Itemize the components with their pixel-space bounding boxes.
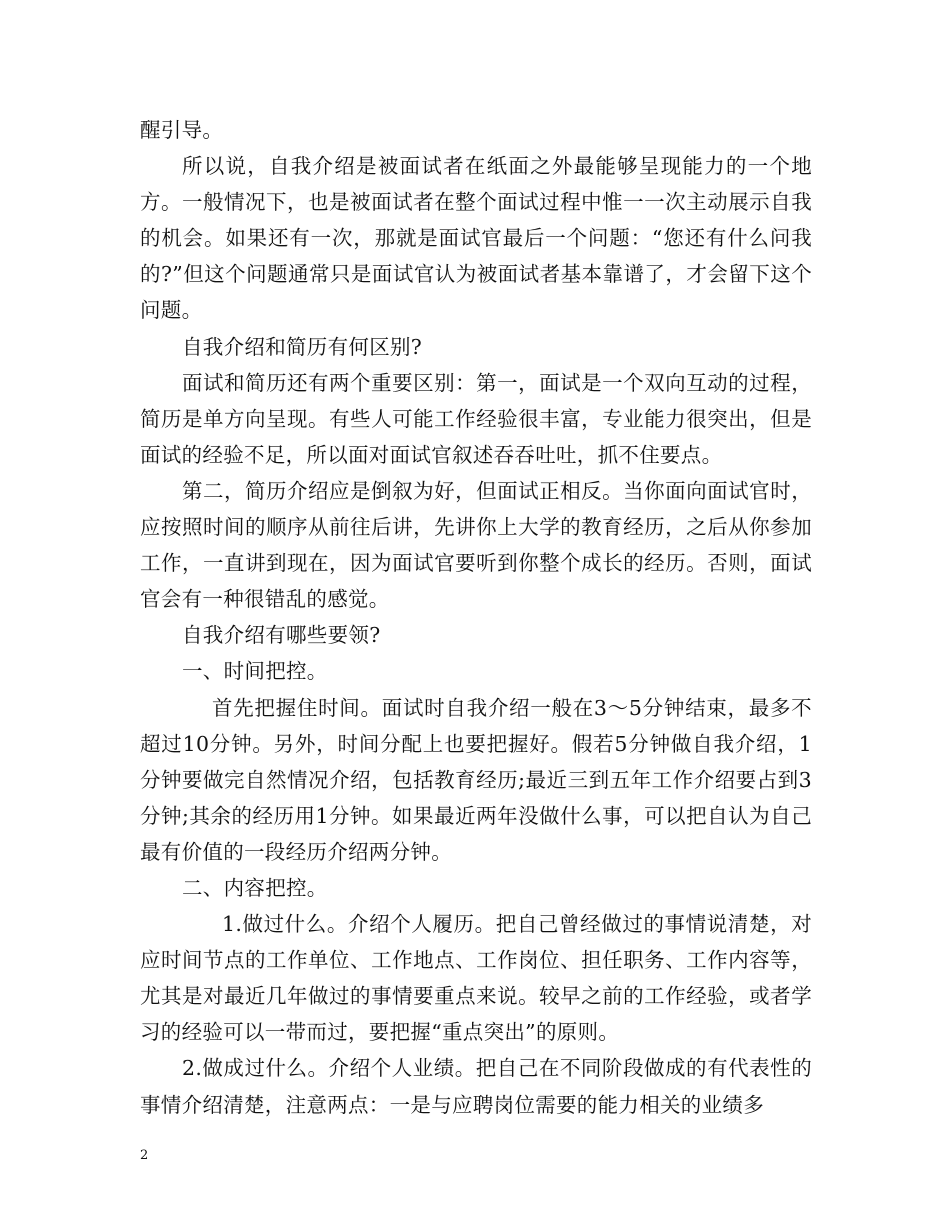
paragraph-1: 醒引导。	[140, 118, 224, 142]
paragraph-8: 首先把握住时间。面试时自我介绍一般在3～5分钟结束，最多不超过10分钟。另外，时间分配上也要把握好。假若5分钟做自我介绍，1分钟要做完自然情况介绍，包括教育经历;最近三到五年工作介绍要占到3分钟;其余的经历用1分钟。如果最近两年没做什么事，可以把自认为自己最有价值的一段经历介绍两分钟。	[140, 695, 812, 864]
paragraph-10: 1.做过什么。介绍个人履历。把自己曾经做过的事情说清楚，对应时间节点的工作单位、工作地点、工作岗位、担任职务、工作内容等，尤其是对最近几年做过的事情要重点来说。较早之前的工作经验，或者学习的经验可以一带而过，要把握“重点突出”的原则。	[140, 912, 812, 1045]
paragraph-4: 面试和简历还有两个重要区别：第一，面试是一个双向互动的过程，简历是单方向呈现。有些人可能工作经验很丰富，专业能力很突出，但是面试的经验不足，所以面对面试官叙述吞吞吐吐，抓不住要点。	[140, 370, 812, 467]
section-heading-difference: 自我介绍和简历有何区别?	[182, 334, 423, 359]
paragraph-2: 所以说，自我介绍是被面试者在纸面之外最能够呈现能力的一个地方。一般情况下，也是被面试者在整个面试过程中惟一一次主动展示自我的机会。如果还有一次，那就是面试官最后一个问题：“您还有什么问我的?”但这个问题通常只是面试官认为被面试者基本靠谱了，才会留下这个问题。	[140, 154, 812, 323]
subheading-time-control: 一、时间把控。	[182, 659, 328, 684]
section-heading-key-points: 自我介绍有哪些要领?	[182, 623, 381, 648]
paragraph-11: 2.做成过什么。介绍个人业绩。把自己在不同阶段做成的有代表性的事情介绍清楚，注意两点：一是与应聘岗位需要的能力相关的业绩多	[140, 1056, 812, 1117]
body-text	[140, 112, 812, 1123]
page-number: 2	[140, 1148, 149, 1163]
paragraph-5: 第二，简历介绍应是倒叙为好，但面试正相反。当你面向面试官时，应按照时间的顺序从前往后讲，先讲你上大学的教育经历，之后从你参加工作，一直讲到现在，因为面试官要听到你整个成长的经历。否则，面试官会有一种很错乱的感觉。	[140, 478, 812, 612]
subheading-content-control: 二、内容把控。	[182, 875, 328, 900]
